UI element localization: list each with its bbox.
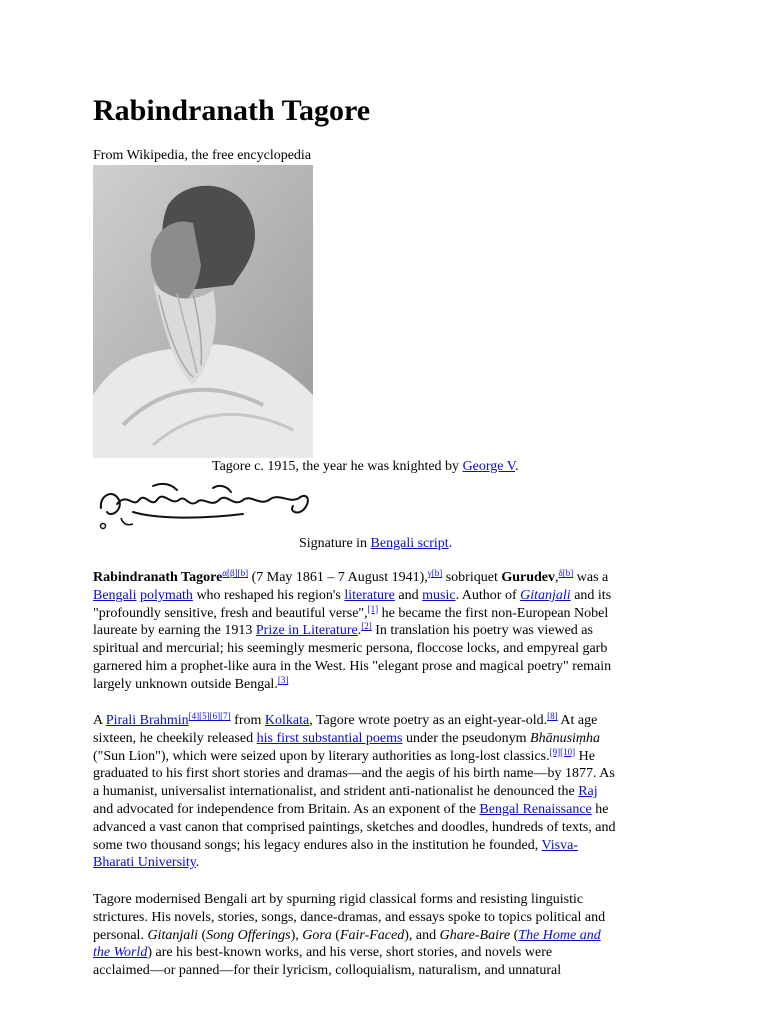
link-raj[interactable]: Raj <box>578 784 598 800</box>
signature-caption-text: Signature in <box>299 536 371 551</box>
link-polymath[interactable]: polymath <box>140 587 193 603</box>
pseudonym: Bhānusiṃha <box>530 730 601 746</box>
portrait-illustration <box>93 165 313 458</box>
text: ( <box>331 927 340 943</box>
link-visva-bharati[interactable]: Bharati University <box>93 855 196 871</box>
signature-caption <box>299 535 452 553</box>
text: sobriquet <box>442 570 502 585</box>
portrait-caption-text: Tagore c. 1915, the year he was knighted by <box>212 459 463 474</box>
text: and its <box>570 587 612 603</box>
text: ( <box>510 927 519 943</box>
works-line: strictures. His novels, stories, songs, dance-dramas, and essays spoke to topics political and <box>93 909 606 925</box>
intro-paragraph <box>93 569 683 694</box>
text: the World <box>93 945 148 961</box>
ref-link[interactable]: [4][5][6][7] <box>188 711 231 721</box>
text: The Home and <box>518 927 601 943</box>
intro-line <box>93 676 683 694</box>
subject-name: Rabindranath Tagore <box>93 570 223 585</box>
text: ), <box>290 927 303 943</box>
link-kolkata[interactable]: Kolkata <box>264 713 310 728</box>
text: (7 May 1861 – 7 August 1941), <box>248 570 428 585</box>
note-gamma-link[interactable]: γ[b] <box>427 568 443 578</box>
intro-line: spiritual and mercurial; his seemingly mesmeric persona, floccose locks, and empyreal garb <box>93 641 608 657</box>
ref-link[interactable]: [1] <box>367 603 379 614</box>
works-line <box>93 944 683 962</box>
text: he became the first non-European Nobel <box>378 605 609 621</box>
ref-link[interactable]: [3] <box>277 674 289 685</box>
biography-line: advanced a vast canon that comprised paintings, sketches and doodles, hundreds of texts, and <box>93 819 616 835</box>
page-title: Rabindranath Tagore <box>93 94 371 127</box>
ref-link[interactable]: [2] <box>361 621 372 632</box>
works-line: acclaimed—or panned—for their lyricism, colloquialism, naturalism, and unnatural <box>93 963 562 979</box>
text: some two thousand songs; his legacy endures also in the institution he founded, <box>93 837 542 853</box>
text: , <box>555 570 559 585</box>
works-line <box>93 927 683 945</box>
biography-line <box>93 854 683 872</box>
text: largely unknown outside Bengal. <box>93 676 278 692</box>
text: . Author of <box>455 587 521 603</box>
portrait-photo[interactable] <box>93 165 313 458</box>
biography-paragraph <box>93 712 683 872</box>
works-line: Tagore modernised Bengali art by spurning rigid classical forms and resisting linguistic <box>93 892 584 907</box>
biography-line <box>93 783 683 801</box>
text: ), and <box>404 927 440 943</box>
works-paragraph <box>93 891 683 980</box>
link-bengal-renaissance[interactable]: Bengal Renaissance <box>479 801 592 817</box>
ref-link[interactable]: [9][10] <box>549 746 576 757</box>
text: sixteen, he cheekily released <box>93 730 257 746</box>
link-prize-in-literature[interactable]: Prize in Literature <box>255 623 358 639</box>
portrait-caption-end: . <box>515 459 519 474</box>
intro-line <box>93 605 683 623</box>
link-bengali-script[interactable]: Bengali script <box>370 536 449 551</box>
text: Gitanjali <box>520 587 571 603</box>
sobriquet-name: Gurudev <box>501 570 556 585</box>
text: and <box>394 587 423 603</box>
signature-image <box>93 478 315 534</box>
link-gitanjali[interactable] <box>520 588 571 603</box>
intro-line <box>93 587 683 605</box>
intro-line: garnered him a prophet-like aura in the West. His "elegant prose and magical poetry" remain <box>93 658 612 674</box>
text: and advocated for independence from Britain. As an exponent of the <box>93 801 480 817</box>
text: who reshaped his region's <box>192 587 345 603</box>
intro-line <box>93 569 683 587</box>
link-first-poems[interactable]: his first substantial poems <box>256 730 403 746</box>
text: personal. <box>93 927 148 943</box>
text: he <box>591 801 609 817</box>
text: . <box>195 855 200 871</box>
work-title: Gora <box>302 927 332 943</box>
text: ("Sun Lion"), which were seized upon by literary authorities as long-lost classics. <box>93 748 550 764</box>
link-music[interactable]: music <box>422 587 456 603</box>
work-title: Gitanjali <box>147 927 198 943</box>
work-title: Song Offerings <box>206 927 291 943</box>
link-bengali[interactable]: Bengali <box>93 587 137 603</box>
text: He <box>575 748 595 764</box>
signature-caption-end: . <box>448 536 453 551</box>
biography-line <box>93 748 683 766</box>
biography-line <box>93 730 683 748</box>
text: laureate by earning the 1913 <box>93 623 256 639</box>
text: . <box>357 623 362 639</box>
text: In translation his poetry was viewed as <box>371 623 593 639</box>
text: At age <box>557 713 598 728</box>
text: , Tagore wrote poetry as an eight-year-old. <box>309 713 548 728</box>
text: ( <box>198 927 207 943</box>
biography-line <box>93 837 683 855</box>
link-george-v[interactable]: George V <box>462 459 516 474</box>
text: "profoundly sensitive, fresh and beautiful verse", <box>93 605 368 621</box>
text: a humanist, universalist internationalist, and strident anti-nationalist he denounced the <box>93 784 579 800</box>
link-visva-bharati[interactable]: Visva- <box>541 837 578 853</box>
text: was a <box>573 570 609 585</box>
intro-line <box>93 622 683 640</box>
work-title: Ghare-Baire <box>439 927 511 943</box>
biography-line <box>93 801 683 819</box>
ref-link[interactable]: [8] <box>547 711 558 721</box>
note-delta-link[interactable]: δ[b] <box>558 568 574 578</box>
biography-line <box>93 712 683 730</box>
link-pirali-brahmin[interactable]: Pirali Brahmin <box>105 713 189 728</box>
portrait-caption <box>212 458 519 476</box>
link-home-and-the-world[interactable] <box>518 928 600 943</box>
link-literature[interactable]: literature <box>344 587 395 603</box>
from-wikipedia-tagline: From Wikipedia, the free encyclopedia <box>93 148 312 163</box>
note-alpha-link[interactable]: α[β][b] <box>222 568 249 578</box>
text: A <box>93 713 106 728</box>
biography-line: graduated to his first short stories and dramas—and the aegis of his birth name—by 1877. As <box>93 766 615 782</box>
link-home-and-the-world[interactable] <box>93 945 147 960</box>
text: under the pseudonym <box>402 730 531 746</box>
text: from <box>230 713 265 728</box>
text: ) are his best-known works, and his verse, short stories, and novels were <box>147 945 553 961</box>
work-title: Fair-Faced <box>339 927 405 943</box>
